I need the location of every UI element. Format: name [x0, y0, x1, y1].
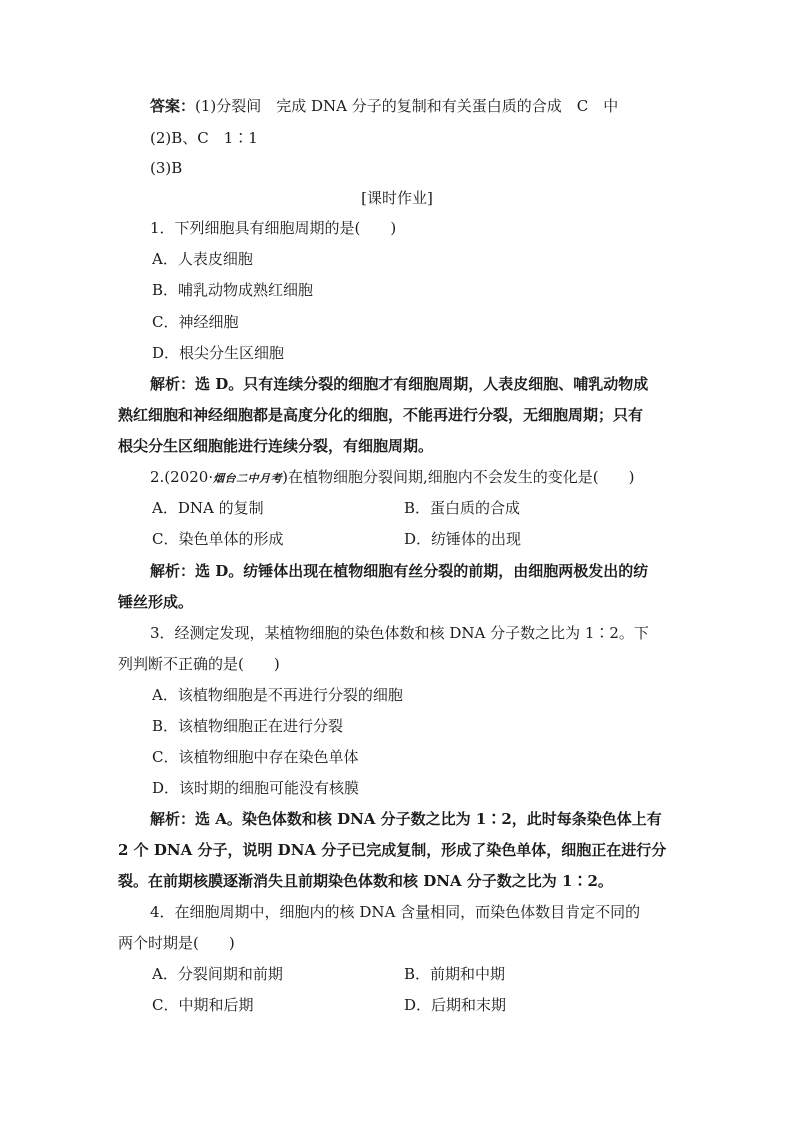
question-1-stem: 1．下列细胞具有细胞周期的是( ) [150, 219, 397, 237]
question-1-option-b: B．哺乳动物成熟红细胞 [152, 281, 314, 299]
answer-line-1 [150, 96, 618, 116]
question-3-option-b: B．该植物细胞正在进行分裂 [152, 717, 344, 735]
question-3-analysis-3: 裂。在前期核膜逐渐消失且前期染色体数和核 DNA 分子数之比为 1∶2。 [118, 872, 613, 890]
question-4-option-d: D．后期和末期 [404, 996, 507, 1014]
answer-line-2: (2)B、C 1∶1 [150, 129, 258, 147]
question-2-option-a: A．DNA 的复制 [152, 499, 264, 517]
question-1-option-d: D．根尖分生区细胞 [152, 344, 285, 362]
question-2-option-c: C．染色单体的形成 [152, 530, 284, 548]
question-2-analysis-2: 锤丝形成。 [118, 593, 194, 611]
question-3-analysis-2: 2 个 DNA 分子，说明 DNA 分子已完成复制，形成了染色单体，细胞正在进行分 [118, 841, 667, 859]
question-4-stem-1: 4．在细胞周期中，细胞内的核 DNA 含量相同，而染色体数目肯定不同的 [150, 903, 641, 921]
question-2-option-d: D．纺锤体的出现 [404, 530, 522, 548]
question-2-option-b: B．蛋白质的合成 [404, 499, 521, 517]
question-2-stem-prefix: 2.(2020· [150, 468, 214, 486]
question-3-stem-1: 3．经测定发现，某植物细胞的染色体数和核 DNA 分子数之比为 1∶2。下 [150, 624, 649, 642]
answer-line-3: (3)B [150, 159, 183, 177]
question-1-analysis-3: 根尖分生区细胞能进行连续分裂，有细胞周期。 [118, 437, 434, 455]
answer-text-1: (1)分裂间 完成 DNA 分子的复制和有关蛋白质的合成 C 中 [195, 97, 619, 115]
question-1-option-a: A．人表皮细胞 [152, 250, 253, 268]
question-4-option-b: B．前期和中期 [404, 965, 506, 983]
question-2-stem [150, 467, 634, 489]
question-3-option-d: D．该时期的细胞可能没有核膜 [152, 779, 360, 797]
question-4-option-a: A．分裂间期和前期 [152, 965, 283, 983]
question-3-analysis-1: 解析：选 A。染色体数和核 DNA 分子数之比为 1∶2，此时每条染色体上有 [150, 810, 662, 828]
answer-label: 答案： [150, 97, 196, 115]
question-2-stem-suffix: )在植物细胞分裂间期,细胞内不会发生的变化是( ) [282, 468, 635, 486]
question-3-stem-2: 列判断不正确的是( ) [118, 655, 280, 673]
question-4-stem-2: 两个时期是( ) [118, 934, 235, 952]
question-2-analysis-1: 解析：选 D。纺锤体出现在植物细胞有丝分裂的前期，由细胞两极发出的纺 [150, 562, 649, 580]
question-3-option-a: A．该植物细胞是不再进行分裂的细胞 [152, 686, 403, 704]
question-1-analysis-1: 解析：选 D。只有连续分裂的细胞才有细胞周期，人表皮细胞、哺乳动物成 [150, 375, 649, 393]
section-title: [课时作业] [361, 189, 433, 207]
question-2-source: 烟台二中月考 [213, 472, 283, 485]
question-1-analysis-2: 熟红细胞和神经细胞都是高度分化的细胞，不能再进行分裂，无细胞周期；只有 [118, 406, 644, 424]
question-3-option-c: C．该植物细胞中存在染色单体 [152, 748, 359, 766]
question-1-option-c: C．神经细胞 [152, 313, 239, 331]
question-4-option-c: C．中期和后期 [152, 996, 254, 1014]
